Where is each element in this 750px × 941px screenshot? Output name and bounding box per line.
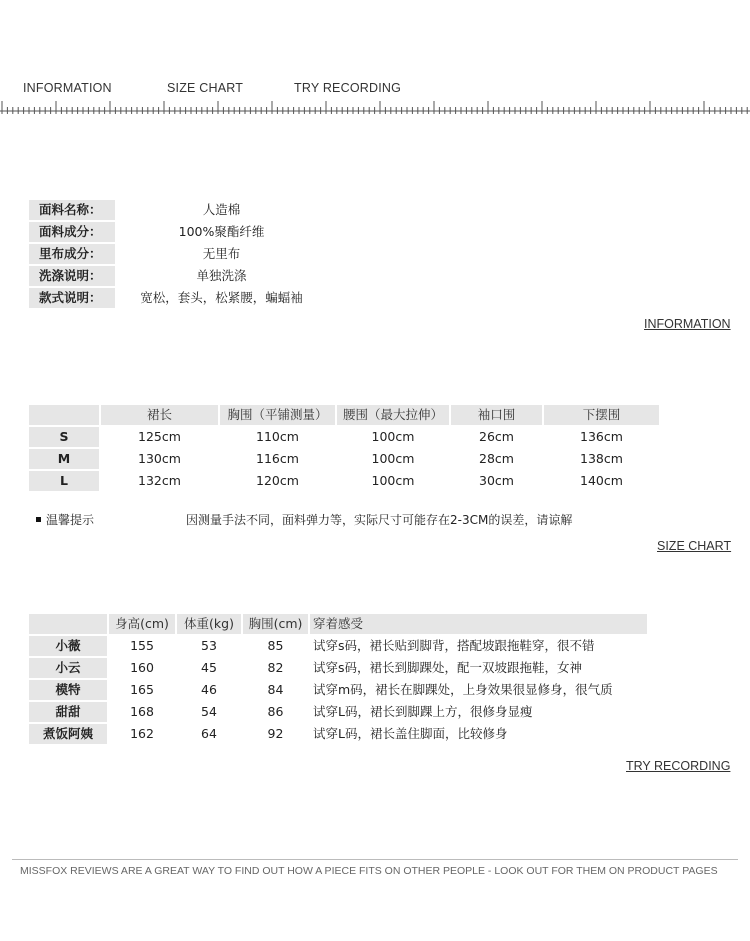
try-feeling: 试穿s码，裙长贴到脚背，搭配坡跟拖鞋穿，很不错 [313,638,595,653]
size-label-s: S [29,427,99,447]
size-l-bust: 120cm [256,473,299,488]
try-feeling: 试穿L码，裙长到脚踝上方，很修身显瘦 [313,704,533,719]
info-value-lining: 无里布 [202,246,241,261]
info-value-washing: 单独洗涤 [196,268,247,283]
info-value-fabric-name: 人造棉 [202,202,241,217]
try-height: 160 [130,660,154,675]
try-bust: 85 [267,638,284,653]
ruler-divider [0,100,750,116]
nav-information[interactable]: INFORMATION [23,81,112,95]
size-s-waist: 100cm [371,429,415,444]
size-l-waist: 100cm [371,473,415,488]
try-header-bust: 胸围(cm) [243,614,308,634]
try-feeling: 试穿m码，裙长在脚踝处，上身效果很显修身，很气质 [313,682,613,697]
size-header-bust: 胸围（平铺测量） [220,405,335,425]
try-header-weight: 体重(kg) [177,614,241,634]
size-header-corner [29,405,99,425]
size-m-hem: 138cm [580,451,623,466]
size-s-length: 125cm [138,429,181,444]
try-name-auntie: 煮饭阿姨 [29,724,107,744]
try-feeling: 试穿s码，裙长到脚踝处，配一双坡跟拖鞋，女神 [313,660,583,675]
size-label-m: M [29,449,99,469]
info-label-washing: 洗涤说明： [29,266,115,286]
tip-text: 因测量手法不同，面料弹力等，实际尺寸可能存在2-3CM的误差，请谅解 [186,513,573,527]
size-header-hem: 下摆围 [544,405,659,425]
nav-try-recording[interactable]: TRY RECORDING [294,81,402,95]
try-name-tiantian: 甜甜 [29,702,107,722]
try-height: 168 [130,704,154,719]
try-weight: 46 [201,682,217,697]
size-label-l: L [29,471,99,491]
size-l-length: 132cm [138,473,181,488]
try-bust: 86 [267,704,284,719]
size-header-length: 裙长 [101,405,218,425]
info-label-fabric-name: 面料名称： [29,200,115,220]
try-height: 155 [130,638,154,653]
tip-bullet-icon [36,517,41,522]
try-height: 162 [130,726,154,741]
try-weight: 45 [201,660,217,675]
size-l-hem: 140cm [580,473,623,488]
size-l-cuff: 30cm [479,473,514,488]
size-header-waist: 腰围（最大拉伸） [337,405,449,425]
information-section-link[interactable]: INFORMATION [644,317,731,331]
nav-size-chart[interactable]: SIZE CHART [167,81,244,95]
try-header-corner [29,614,107,634]
size-m-waist: 100cm [371,451,415,466]
size-s-cuff: 26cm [479,429,514,444]
try-header-feeling: 穿着感受 [310,614,647,634]
try-weight: 54 [201,704,217,719]
try-name-xiaowei: 小薇 [29,636,107,656]
try-weight: 53 [201,638,217,653]
try-bust: 92 [267,726,284,741]
size-m-bust: 116cm [256,451,299,466]
size-chart-section-link[interactable]: SIZE CHART [657,539,732,553]
try-height: 165 [130,682,154,697]
info-value-composition: 100%聚酯纤维 [178,224,265,239]
try-bust: 82 [267,660,284,675]
info-label-composition: 面料成分： [29,222,115,242]
footer-text: MISSFOX REVIEWS ARE A GREAT WAY TO FIND OUT HOW A PIECE FITS ON OTHER PEOPLE - LOOK OUT FOR THEM ON PRODUCT PAGES [20,865,718,877]
size-s-hem: 136cm [580,429,623,444]
tip-label: 温馨提示 [46,513,95,527]
footer-divider [12,859,738,860]
size-m-length: 130cm [138,451,181,466]
try-name-model: 模特 [29,680,107,700]
try-header-height: 身高(cm) [109,614,175,634]
info-label-lining: 里布成分： [29,244,115,264]
try-weight: 64 [201,726,217,741]
info-value-style: 宽松，套头，松紧腰，蝙蝠袖 [140,290,303,305]
size-s-bust: 110cm [256,429,299,444]
try-feeling: 试穿L码，裙长盖住脚面，比较修身 [313,726,508,741]
info-label-style: 款式说明： [29,288,115,308]
size-header-cuff: 袖口围 [451,405,542,425]
size-m-cuff: 28cm [479,451,514,466]
try-name-xiaoyun: 小云 [29,658,107,678]
try-bust: 84 [267,682,284,697]
try-recording-section-link[interactable]: TRY RECORDING [626,759,731,773]
